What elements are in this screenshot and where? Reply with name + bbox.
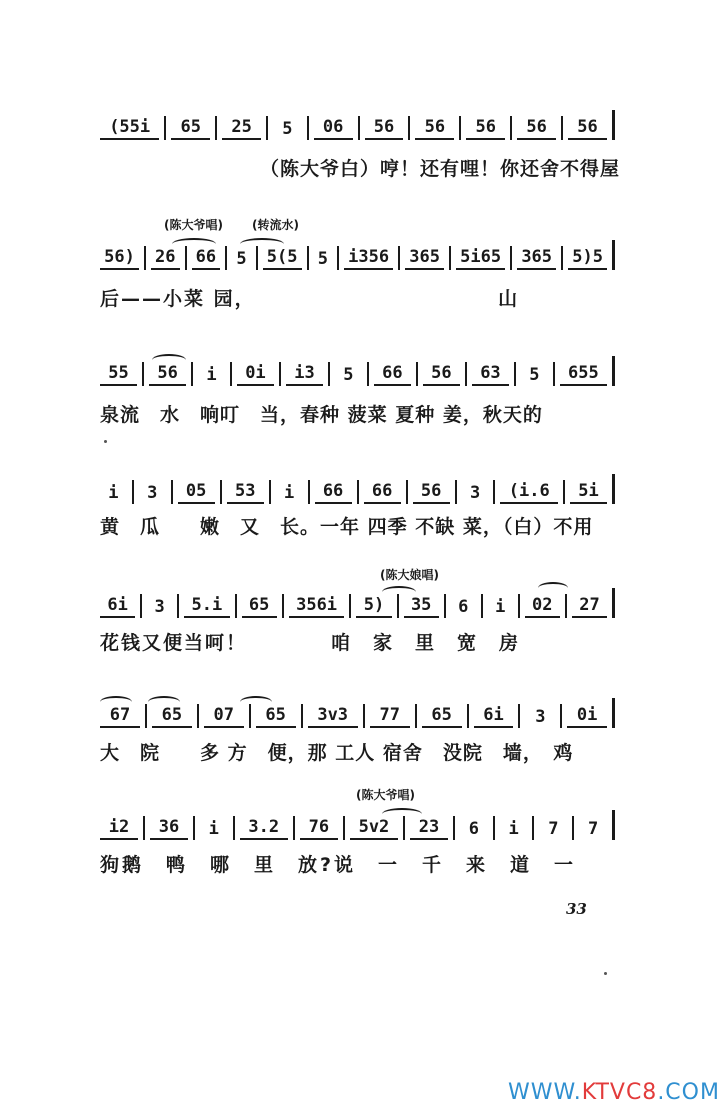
site-watermark [508,1080,720,1105]
bar-line [612,110,615,140]
lyric-row: （陈大爷白）哼！还有哩！你还舍不得屋 [260,158,621,180]
bar-line [565,594,567,618]
measure: 6i [474,705,514,728]
bar-line [518,594,520,618]
bar-line [171,480,173,504]
bar-line [493,480,495,504]
measure: 06 [314,117,353,140]
measure: 5 [317,249,328,269]
measure: 53 [227,481,264,504]
measure: 65 [422,705,462,728]
lyric-row: 花钱又便当呵！ 咱 家 里 宽 房 [100,632,521,654]
bar-line [357,480,359,504]
bar-line [612,356,615,386]
measure: 66 [192,247,221,270]
measure: 5 [236,249,247,269]
bar-line [266,116,268,140]
measure: 66 [315,481,352,504]
bar-line [142,362,144,386]
measure: 6i [100,595,135,618]
bar-line [220,480,222,504]
measure: 5(5 [263,247,302,270]
watermark-part: KTVC8 [581,1080,658,1105]
measure: 3 [535,707,546,727]
measure: 56 [466,117,505,140]
bar-line [514,362,516,386]
bar-line [132,480,134,504]
measure: 56 [423,363,460,386]
measure: 365 [517,247,556,270]
bar-line [510,116,512,140]
bar-line [308,480,310,504]
measure: 356i [289,595,345,618]
bar-line [403,816,405,840]
measure: 25 [222,117,261,140]
bar-line [467,704,469,728]
bar-line [185,246,187,270]
measure: 56 [413,481,450,504]
measure: 55 [100,363,137,386]
bar-line [177,594,179,618]
bar-line [282,594,284,618]
measure: 5.i [184,595,229,618]
bar-line [398,246,400,270]
bar-line [337,246,339,270]
bar-line [225,246,227,270]
bar-line [191,362,193,386]
measure: 65 [152,705,192,728]
measure: 3v3 [308,705,358,728]
measure: 5 [529,365,540,385]
measure: 26 [151,247,180,270]
bar-line [612,240,615,270]
measure: 7 [587,819,599,839]
speck-mark [604,972,607,975]
bar-line [563,480,565,504]
annotation: (陈大爷唱) [164,218,223,232]
watermark-part: WWW. [508,1080,582,1105]
bar-line [453,816,455,840]
bar-line [293,816,295,840]
measure: 5i [570,481,607,504]
bar-line [343,816,345,840]
measure: 56) [100,247,139,270]
bar-line [455,480,457,504]
bar-line [465,362,467,386]
lyric-row: 狗鹅 鸭 哪 里 放?说 一 千 来 道 一 [100,854,577,876]
bar-line [561,116,563,140]
staff-row [100,812,620,840]
measure: i [206,365,217,385]
measure: 3 [154,597,165,617]
staff-row [100,358,620,386]
measure: 05 [178,481,215,504]
speck-mark [104,440,107,443]
bar-line [459,116,461,140]
measure: 655 [560,363,607,386]
bar-line [358,116,360,140]
page-number: 33 [566,900,587,918]
bar-line [612,810,615,840]
bar-line [444,594,446,618]
bar-line [397,594,399,618]
measure: 6 [468,819,479,839]
bar-line [143,816,145,840]
bar-line [140,594,142,618]
measure: 65 [171,117,210,140]
measure: 66 [374,363,411,386]
measure: 36 [150,817,188,840]
bar-line [164,116,166,140]
measure: 56 [568,117,607,140]
staff-row [100,476,620,504]
staff-row [100,242,620,270]
measure: 5v2 [350,817,398,840]
annotation: (陈大爷唱) [356,788,415,802]
measure: 65 [256,705,296,728]
measure: 76 [300,817,338,840]
measure: 56 [517,117,556,140]
bar-line [307,246,309,270]
bar-line [518,704,520,728]
bar-line [230,362,232,386]
bar-line [612,698,615,728]
measure: 67 [100,705,140,728]
bar-line [406,480,408,504]
bar-line [481,594,483,618]
measure: 3 [469,483,481,503]
measure: i [495,597,506,617]
bar-line [279,362,281,386]
measure: i2 [100,817,138,840]
measure: 66 [364,481,401,504]
measure: 365 [405,247,444,270]
measure: 5 [343,365,354,385]
bar-line [328,362,330,386]
bar-line [197,704,199,728]
lyric-row: 黄 瓜 嫩 又 长。一年 四季 不缺 菜，（白）不用 [100,516,594,538]
measure: 56 [365,117,404,140]
measure: 65 [242,595,277,618]
measure: (55i [100,117,159,140]
measure: 23 [410,817,448,840]
measure: 0i [567,705,607,728]
bar-line [249,704,251,728]
measure: 56 [415,117,454,140]
measure: 5)5 [568,247,607,270]
measure: i [208,819,219,839]
bar-line [145,704,147,728]
bar-line [553,362,555,386]
bar-line [233,816,235,840]
bar-line [449,246,451,270]
bar-line [612,474,615,504]
measure: 5) [356,595,391,618]
bar-line [349,594,351,618]
bar-line [510,246,512,270]
measure: 5i65 [456,247,505,270]
bar-line [493,816,495,840]
staff-row [100,590,620,618]
lyric-row: 后——小菜 园， 山 [100,288,520,310]
measure: 77 [370,705,410,728]
measure: 35 [404,595,439,618]
measure: 3.2 [240,817,288,840]
bar-line [416,362,418,386]
lyric-row: 大 院 多 方 便，那 工人 宿舍 没院 墙， 鸡 [100,742,574,764]
measure: 07 [204,705,244,728]
bar-line [256,246,258,270]
measure: 27 [572,595,607,618]
measure: 6 [458,597,469,617]
measure: 02 [525,595,560,618]
bar-line [561,246,563,270]
measure: 7 [548,819,559,839]
bar-line [144,246,146,270]
staff-row [100,700,620,728]
measure: (i.6 [500,481,558,504]
bar-line [363,704,365,728]
measure: 63 [472,363,509,386]
measure: i [508,819,519,839]
measure: i [108,483,119,503]
measure: 0i [237,363,274,386]
bar-line [560,704,562,728]
bar-line [532,816,534,840]
measure: 5 [282,119,293,139]
bar-line [612,588,615,618]
bar-line [235,594,237,618]
measure: i3 [286,363,323,386]
measure: 56 [149,363,186,386]
measure: i [284,483,295,503]
bar-line [193,816,195,840]
staff-row [100,112,620,140]
bar-line [572,816,574,840]
bar-line [415,704,417,728]
bar-line [301,704,303,728]
measure: i356 [344,247,393,270]
annotation: (转流水) [252,218,299,232]
measure: 3 [147,483,158,503]
bar-line [307,116,309,140]
annotation: (陈大娘唱) [380,568,439,582]
bar-line [367,362,369,386]
watermark-part: .COM [657,1080,720,1105]
bar-line [215,116,217,140]
lyric-row: 泉流 水 响叮 当，春种 菠菜 夏种 姜，秋天的 [100,404,543,426]
bar-line [269,480,271,504]
bar-line [408,116,410,140]
